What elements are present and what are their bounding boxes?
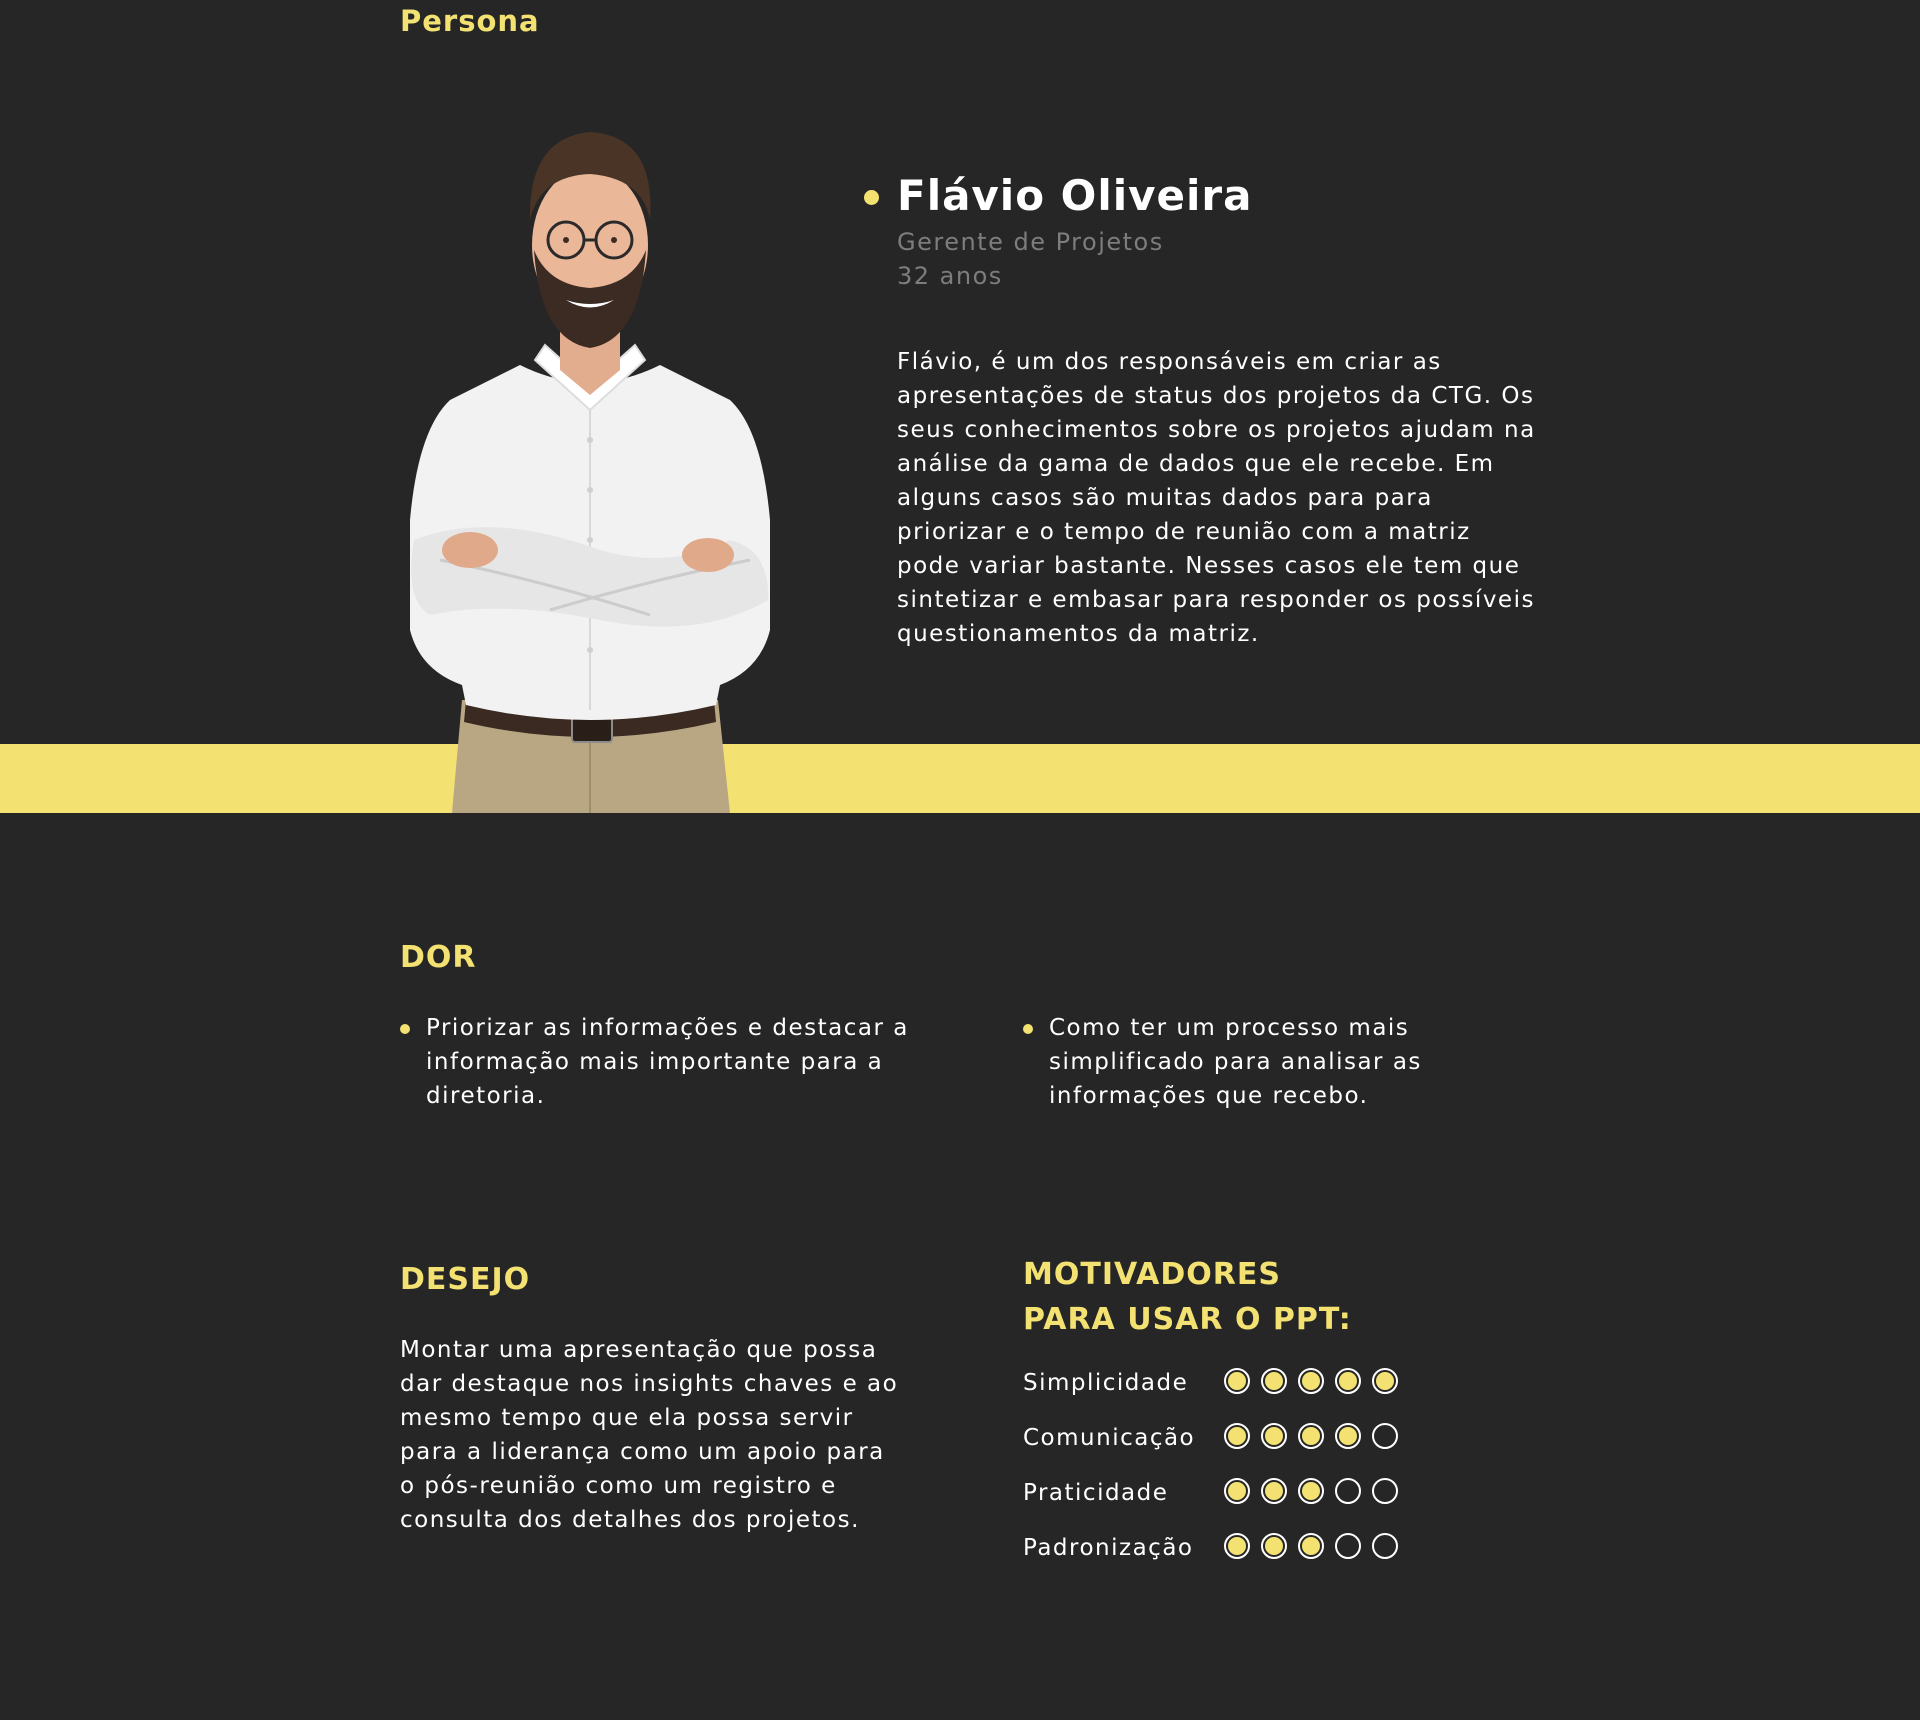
rating-empty-icon [1372, 1533, 1398, 1559]
persona-role: Gerente de Projetos [897, 228, 1164, 256]
motivadores-title-line1: MOTIVADORES [1023, 1257, 1281, 1292]
rating-empty-icon [1335, 1478, 1361, 1504]
section-title-desejo: DESEJO [400, 1262, 531, 1297]
persona-photo [400, 110, 790, 813]
name-bullet-icon [864, 190, 879, 205]
motivator-label: Comunicação [1023, 1425, 1196, 1451]
rating-filled-icon [1298, 1478, 1324, 1504]
motivator-label: Padronização [1023, 1535, 1194, 1561]
persona-bio: Flávio, é um dos responsáveis em criar as apresentações de status dos projetos da CTG. Os seus conhecimentos sobre os projetos ajudam na análise da gama de dados que ele recebe. Em alguns casos são muitas dados para para priorizar e o tempo de reunião com a matriz pode variar bastante. Nesses casos ele tem que sintetizar e embasar para responder os possíveis questionamentos da matriz. [897, 349, 1536, 647]
motivator-row [1023, 1476, 1443, 1510]
pain-point-item [400, 1011, 920, 1113]
rating-dots [1224, 1533, 1398, 1559]
rating-filled-icon [1372, 1368, 1398, 1394]
rating-filled-icon [1261, 1533, 1287, 1559]
rating-filled-icon [1298, 1533, 1324, 1559]
bullet-icon [1023, 1024, 1033, 1034]
rating-filled-icon [1298, 1368, 1324, 1394]
rating-empty-icon [1372, 1423, 1398, 1449]
rating-dots [1224, 1368, 1398, 1394]
rating-dots [1224, 1423, 1398, 1449]
motivator-row [1023, 1421, 1443, 1455]
bullet-icon [400, 1024, 410, 1034]
pain-point-text: Priorizar as informações e destacar a informação mais importante para a diretoria. [426, 1015, 909, 1109]
rating-filled-icon [1335, 1423, 1361, 1449]
motivator-label: Simplicidade [1023, 1370, 1189, 1396]
rating-filled-icon [1261, 1368, 1287, 1394]
rating-filled-icon [1261, 1423, 1287, 1449]
rating-filled-icon [1224, 1478, 1250, 1504]
motivator-label: Praticidade [1023, 1480, 1169, 1506]
rating-empty-icon [1335, 1533, 1361, 1559]
persona-name: Flávio Oliveira [897, 171, 1253, 220]
pain-point-text: Como ter um processo mais simplificado para analisar as informações que recebo. [1049, 1015, 1422, 1109]
section-title-motivadores [1023, 1252, 1352, 1342]
motivadores-title-line2: PARA USAR O PPT: [1023, 1302, 1352, 1337]
motivator-row [1023, 1366, 1443, 1400]
persona-age: 32 anos [897, 262, 1003, 290]
section-title-dor: DOR [400, 940, 477, 975]
rating-filled-icon [1298, 1423, 1324, 1449]
section-title-persona: Persona [400, 4, 540, 38]
rating-empty-icon [1372, 1478, 1398, 1504]
rating-filled-icon [1261, 1478, 1287, 1504]
rating-filled-icon [1224, 1533, 1250, 1559]
pain-point-item [1023, 1011, 1543, 1113]
desejo-text: Montar uma apresentação que possa dar destaque nos insights chaves e ao mesmo tempo que ela possa servir para a liderança como um apoio para o pós-reunião como um registro e consulta dos detalhes dos projetos. [400, 1337, 899, 1533]
rating-filled-icon [1224, 1368, 1250, 1394]
rating-dots [1224, 1478, 1398, 1504]
rating-filled-icon [1224, 1423, 1250, 1449]
rating-filled-icon [1335, 1368, 1361, 1394]
motivator-row [1023, 1531, 1443, 1565]
accent-band [0, 744, 1920, 813]
